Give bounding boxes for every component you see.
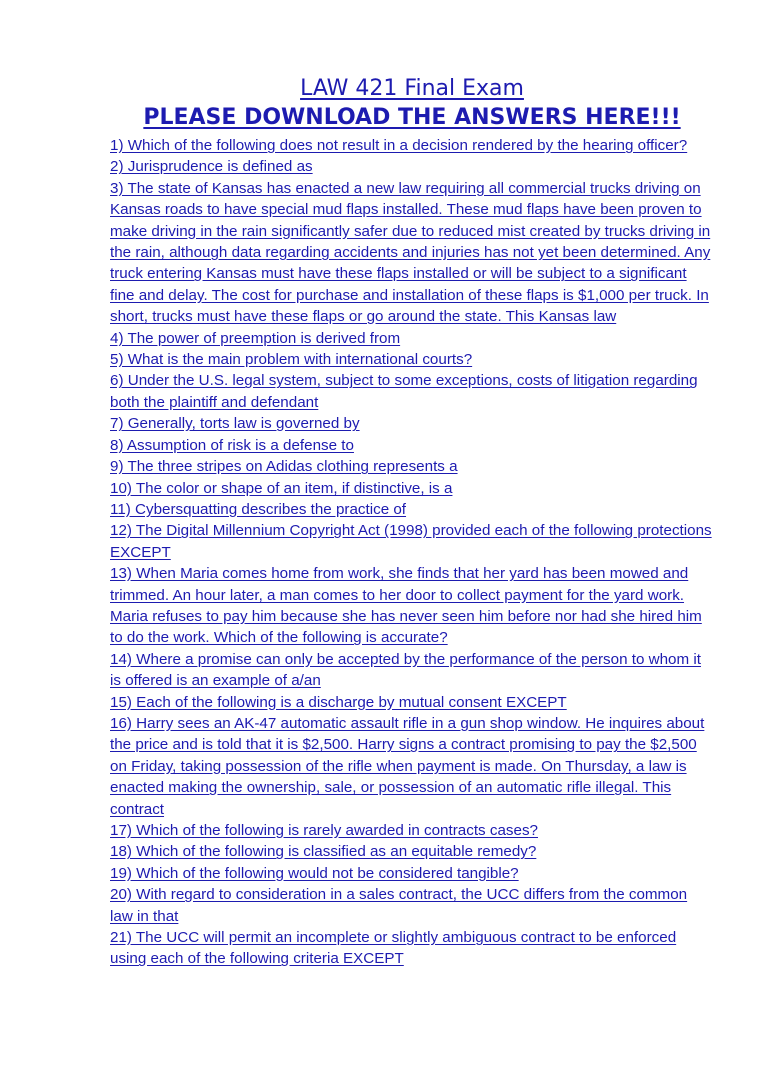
list-item <box>110 349 714 370</box>
question-link-14[interactable]: 14) Where a promise can only be accepted by the performance of the person to whom it is offered is an example of a/an <box>110 650 701 690</box>
question-link-10[interactable]: 10) The color or shape of an item, if distinctive, is a <box>110 479 453 497</box>
question-link-3[interactable]: 3) The state of Kansas has enacted a new law requiring all commercial trucks driving on Kansas roads to have special mud flaps installed. These mud flaps have been proven to make driving in the rain significantly safer due to reduced mist created by trucks driving in the rain, although data regarding accidents and injuries has not yet been determined. Any truck entering Kansas must have these flaps installed or will be subject to a significant fine and delay. The cost for purchase and installation of these flaps is $1,000 per truck. In short, trucks must have these flaps or go around the state. This Kansas law <box>110 179 711 326</box>
list-item <box>110 135 714 156</box>
question-link-13[interactable]: 13) When Maria comes home from work, she finds that her yard has been mowed and trimmed. An hour later, a man comes to her door to collect payment for the yard work. Maria refuses to pay him because she has never seen him before nor had she hired him to do the work. Which of the following is accurate? <box>110 565 702 647</box>
question-link-7[interactable]: 7) Generally, torts law is governed by <box>110 415 360 433</box>
list-item <box>110 520 714 563</box>
list-item <box>110 863 714 884</box>
list-item <box>110 156 714 177</box>
document-title[interactable]: LAW 421 Final Exam <box>300 76 524 101</box>
list-item <box>110 563 714 649</box>
question-list <box>110 135 714 970</box>
list-item <box>110 713 714 820</box>
list-item <box>110 370 714 413</box>
question-link-16[interactable]: 16) Harry sees an AK-47 automatic assault rifle in a gun shop window. He inquires about the price and is told that it is $2,500. Harry signs a contract promising to pay the $2,500 on Friday, taking possession of the rifle when payment is made. On Thursday, a law is enacted making the ownership, sale, or possession of an automatic rifle illegal. This contract <box>110 714 705 818</box>
question-link-5[interactable]: 5) What is the main problem with international courts? <box>110 351 473 369</box>
list-item <box>110 413 714 434</box>
list-item <box>110 884 714 927</box>
list-item <box>110 328 714 349</box>
question-link-17[interactable]: 17) Which of the following is rarely awarded in contracts cases? <box>110 822 538 839</box>
question-link-11[interactable]: 11) Cybersquatting describes the practice of <box>110 500 407 518</box>
list-item <box>110 456 714 477</box>
download-answers-link[interactable]: PLEASE DOWNLOAD THE ANSWERS HERE!!! <box>143 105 681 130</box>
question-link-8[interactable]: 8) Assumption of risk is a defense to <box>110 436 354 454</box>
question-link-9[interactable]: 9) The three stripes on Adidas clothing represents a <box>110 458 458 476</box>
list-item <box>110 820 714 841</box>
question-link-12[interactable]: 12) The Digital Millennium Copyright Act (1998) provided each of the following protections EXCEPT <box>110 522 712 561</box>
list-item <box>110 841 714 862</box>
question-link-21[interactable]: 21) The UCC will permit an incomplete or slightly ambiguous contract to be enforced using each of the following criteria EXCEPT <box>110 929 677 968</box>
list-item <box>110 927 714 970</box>
list-item <box>110 692 714 713</box>
list-item <box>110 649 714 692</box>
question-link-20[interactable]: 20) With regard to consideration in a sales contract, the UCC differs from the common law in that <box>110 886 688 925</box>
list-item <box>110 499 714 520</box>
question-link-6[interactable]: 6) Under the U.S. legal system, subject to some exceptions, costs of litigation regarding both the plaintiff and defendant <box>110 372 698 411</box>
question-link-19[interactable]: 19) Which of the following would not be considered tangible? <box>110 864 519 882</box>
question-link-15[interactable]: 15) Each of the following is a discharge by mutual consent EXCEPT <box>110 693 567 711</box>
question-link-1[interactable]: 1) Which of the following does not result in a decision rendered by the hearing officer? <box>110 137 688 154</box>
question-link-4[interactable]: 4) The power of preemption is derived from <box>110 329 401 347</box>
question-link-18[interactable]: 18) Which of the following is classified as an equitable remedy? <box>110 843 537 861</box>
question-link-2[interactable]: 2) Jurisprudence is defined as <box>110 158 313 176</box>
list-item <box>110 178 714 328</box>
list-item <box>110 435 714 456</box>
list-item <box>110 478 714 499</box>
